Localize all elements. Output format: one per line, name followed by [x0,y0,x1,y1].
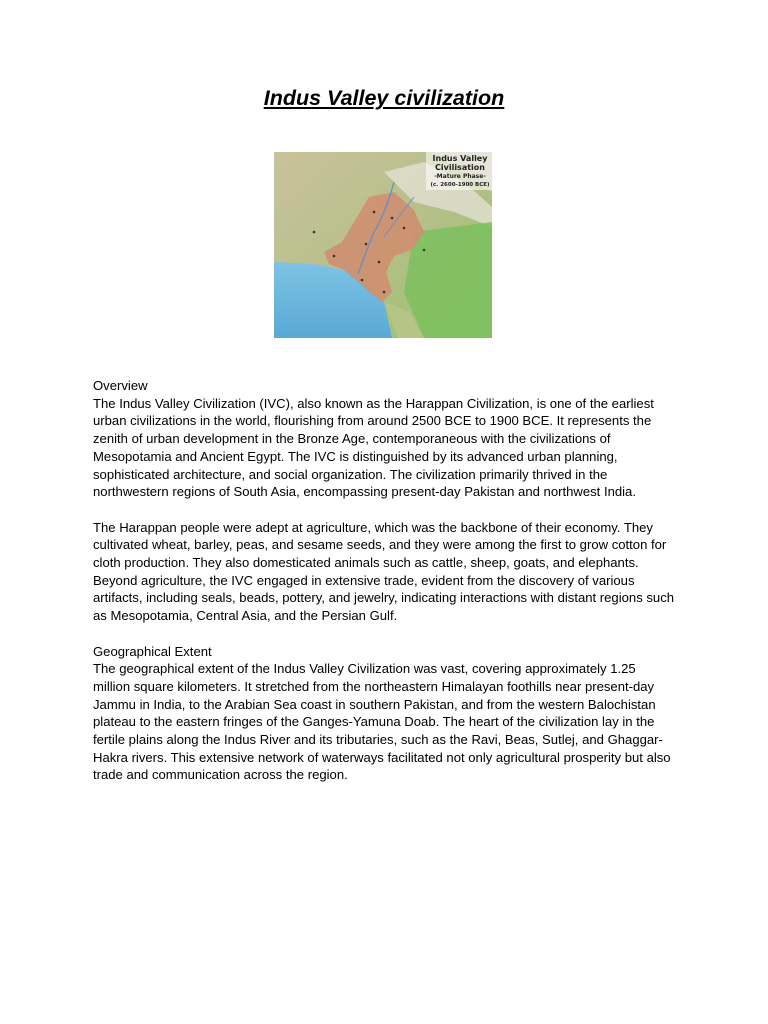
paragraph: The Indus Valley Civilization (IVC), also known as the Harappan Civilization, is one of the earliest urban civilizations in the world, flourishing from around 2500 BCE to 1900 BCE. It represents the zenith of urban development in the Bronze Age, contemporaneous with the civilizations of Mesopotamia and Ancient Egypt. The IVC is distinguished by its advanced urban planning, sophisticated architecture, and social organization. The civilization primarily thrived in the northwestern regions of South Asia, encompassing present-day Pakistan and northwest India. [93,395,654,500]
map-legend-subtitle: -Mature Phase- [434,173,486,180]
map-legend-title-line-2: Civilisation [435,163,485,172]
document-body [93,377,675,784]
map-legend-title-line-1: Indus Valley [432,154,488,163]
page-title: Indus Valley civilization [263,86,505,110]
paragraph: The geographical extent of the Indus Valley Civilization was vast, covering approximately 1.25 million square kilometers. It stretched from the northeastern Himalayan foothills near present-day Jammu in India, to the Arabian Sea coast in southern Pakistan, and from the western Balochistan plateau to the eastern fringes of the Ganges-Yamuna Doab. The heart of the civilization lay in the fertile plains along the Indus River and its tributaries, such as the Ravi, Beas, Sutlej, and Ghaggar-Hakra rivers. This extensive network of waterways facilitated not only agricultural prosperity but also trade and communication across the region. [93,661,671,783]
section-heading-geographical-extent: Geographical Extent [93,643,212,659]
section-heading-overview: Overview [93,378,148,393]
map-legend-dates: (c. 2600-1900 BCE) [430,182,490,188]
paragraph: The Harappan people were adept at agriculture, which was the backbone of their economy. They cultivated wheat, barley, peas, and sesame seeds, and they were among the first to grow cotton for cloth production. They also domesticated animals such as cattle, sheep, goats, and elephants. Beyond agriculture, the IVC engaged in extensive trade, evident from the discovery of various artifacts, including seals, beads, pottery, and jewelry, indicating interactions with distant regions such as Mesopotamia, Central Asia, and the Persian Gulf. [93,519,675,624]
indus-valley-map-image [274,152,492,338]
